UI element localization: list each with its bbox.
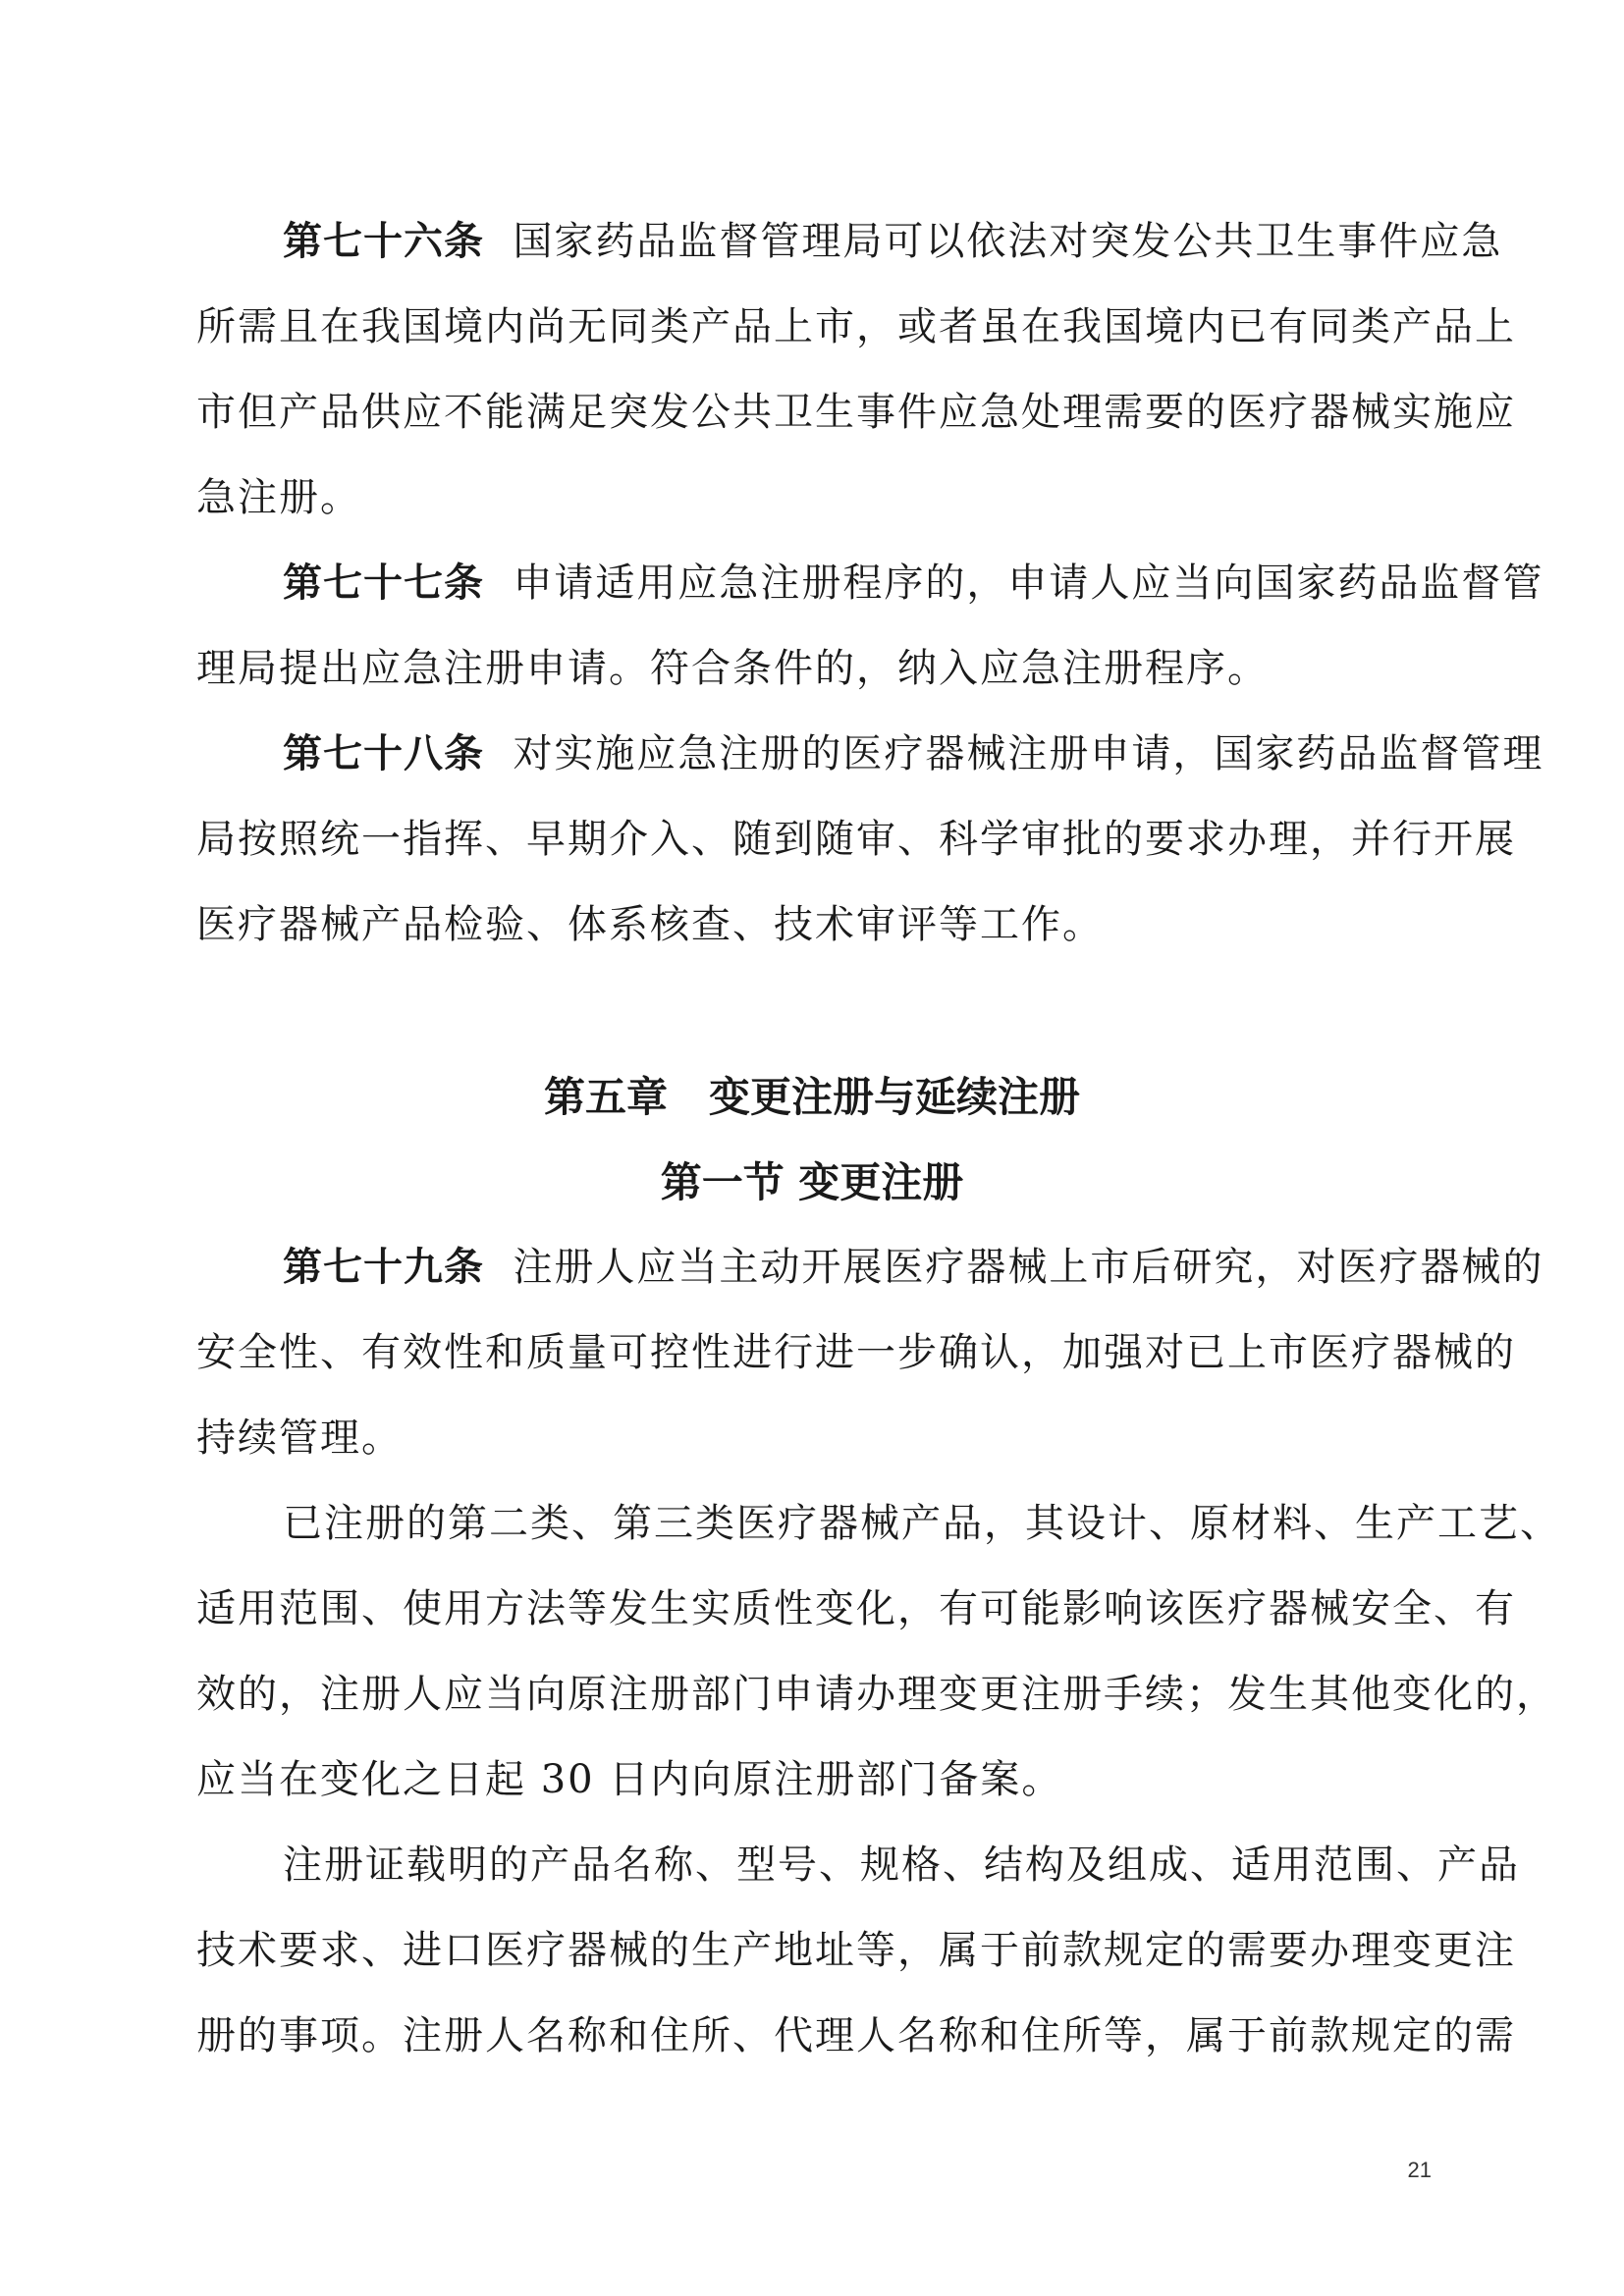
paragraph-3-line-2: 技术要求、进口医疗器械的生产地址等，属于前款规定的需要办理变更注 xyxy=(196,1928,1516,1973)
article-78-text-1: 对实施应急注册的医疗器械注册申请，国家药品监督管理 xyxy=(513,731,1544,776)
article-77-line-1 xyxy=(283,560,1544,607)
article-76-line-4: 急注册。 xyxy=(196,475,361,520)
article-76-line-2: 所需且在我国境内尚无同类产品上市，或者虽在我国境内已有同类产品上 xyxy=(196,304,1516,349)
article-76-line-1 xyxy=(283,218,1503,265)
article-79-label: 第七十九条 xyxy=(283,1245,484,1290)
article-79-line-1 xyxy=(283,1244,1544,1291)
paragraph-2-line-4: 应当在变化之日起 30 日内向原注册部门备案。 xyxy=(196,1757,1063,1802)
article-78-line-3: 医疗器械产品检验、体系核查、技术审评等工作。 xyxy=(196,902,1104,947)
article-78-line-2: 局按照统一指挥、早期介入、随到随审、科学审批的要求办理，并行开展 xyxy=(196,817,1516,862)
article-76-label: 第七十六条 xyxy=(283,219,484,264)
article-77-label: 第七十七条 xyxy=(283,561,484,606)
page-number: 21 xyxy=(1407,2158,1432,2182)
section-title: 第一节 变更注册 xyxy=(660,1158,964,1206)
article-77-line-2: 理局提出应急注册申请。符合条件的，纳入应急注册程序。 xyxy=(196,646,1269,691)
paragraph-3-line-3: 册的事项。注册人名称和住所、代理人名称和住所等，属于前款规定的需 xyxy=(196,2013,1516,2058)
article-78-line-1 xyxy=(283,730,1544,777)
paragraph-2-line-2: 适用范围、使用方法等发生实质性变化，有可能影响该医疗器械安全、有 xyxy=(196,1586,1516,1631)
paragraph-3-line-1: 注册证载明的产品名称、型号、规格、结构及组成、适用范围、产品 xyxy=(283,1842,1520,1888)
chapter-title: 第五章 变更注册与延续注册 xyxy=(543,1073,1080,1121)
article-76-text-1: 国家药品监督管理局可以依法对突发公共卫生事件应急 xyxy=(513,219,1503,264)
article-76-line-3: 市但产品供应不能满足突发公共卫生事件应急处理需要的医疗器械实施应 xyxy=(196,390,1516,435)
article-79-line-3: 持续管理。 xyxy=(196,1415,403,1461)
article-78-label: 第七十八条 xyxy=(283,731,484,776)
paragraph-2-line-1: 已注册的第二类、第三类医疗器械产品，其设计、原材料、生产工艺、 xyxy=(283,1501,1561,1546)
article-79-text-1: 注册人应当主动开展医疗器械上市后研究，对医疗器械的 xyxy=(513,1245,1544,1290)
article-79-line-2: 安全性、有效性和质量可控性进行进一步确认，加强对已上市医疗器械的 xyxy=(196,1330,1516,1375)
article-77-text-1: 申请适用应急注册程序的，申请人应当向国家药品监督管 xyxy=(513,561,1544,606)
paragraph-2-line-3: 效的，注册人应当向原注册部门申请办理变更注册手续；发生其他变化的， xyxy=(196,1672,1557,1717)
